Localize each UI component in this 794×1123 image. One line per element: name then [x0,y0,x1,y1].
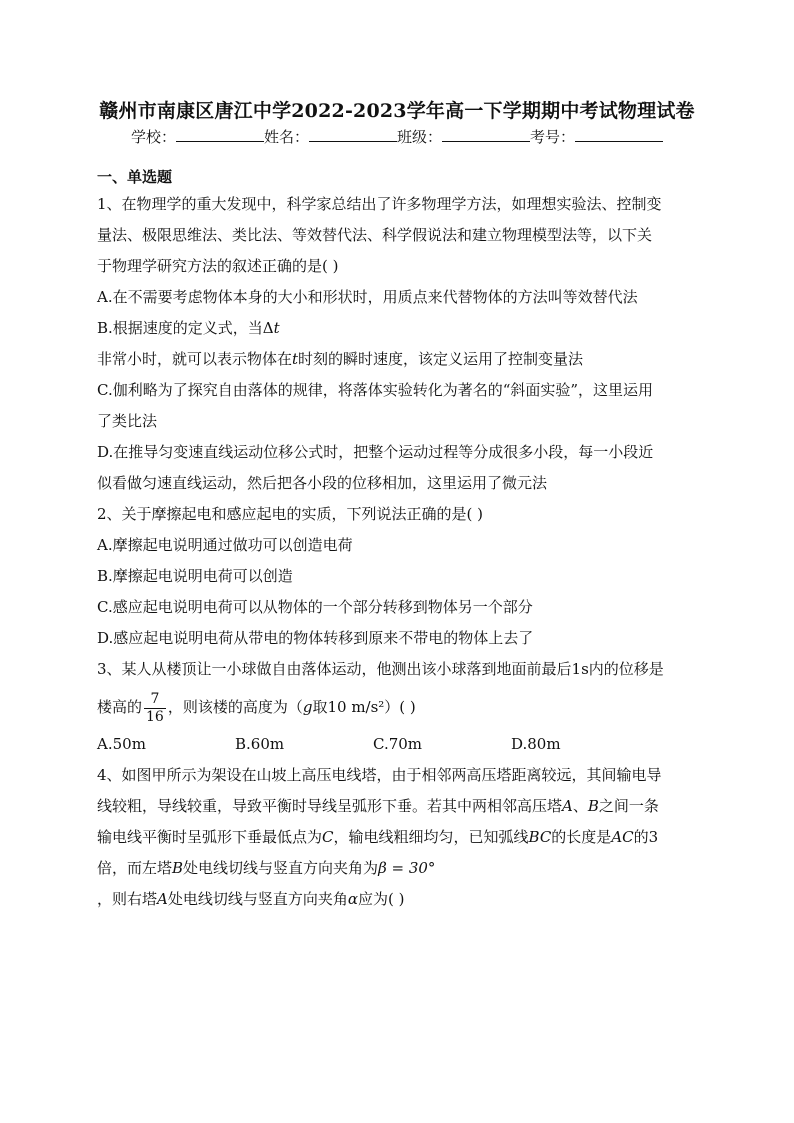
q2-option-a: A.摩擦起电说明通过做功可以创造电荷 [97,536,353,554]
q4-stem-line3-mid2: 的长度是 [551,828,612,846]
q1-option-b-cont-tail: 时刻的瞬时速度，该定义运用了控制变量法 [298,350,584,368]
q1-stem-line3: 于物理学研究方法的叙述正确的是( ) [97,257,339,275]
q4-stem-line2-tail: 之间一条 [598,797,659,815]
class-label: 班级： [397,128,443,146]
q4-stem-line4 [97,853,707,884]
q2-option-c: C.感应起电说明电荷可以从物体的一个部分转移到物体另一个部分 [97,598,533,616]
q4-stem-line4-mid: 处电线切线与竖直方向夹角为 [183,859,379,877]
fraction-denominator: 16 [146,708,164,725]
number-blank [575,126,663,142]
q1-option-d-line2: 似看做匀速直线运动，然后把各小段的位移相加，这里运用了微元法 [97,474,548,492]
q1-option-c-line1: C.伽利略为了探究自由落体的规律，将落体实验转化为著名的“斜面实验”，这里运用 [97,381,654,399]
q4-stem-line5-text: ，则右塔 [97,890,158,908]
q4-stem-line3-tail: 的3 [633,828,659,846]
q1-option-d-line1: D.在推导匀变速直线运动位移公式时，把整个运动过程等分成很多小段，每一小段近 [97,443,654,461]
q4-stem-line2-text: 线较粗，导线较重，导致平衡时导线呈弧形下垂。若其中两相邻高压塔 [97,797,563,815]
q1-option-b-text: B.根据速度的定义式，当 [97,319,263,337]
point-c-label: C [322,828,334,846]
q3-option-b: B.60m [235,735,285,753]
q3-stem-line2-mid: ，则该楼的高度为（ [167,698,303,716]
gravity-variable: g [302,698,313,716]
fraction-numerator: 7 [144,691,166,709]
name-label: 姓名： [263,128,309,146]
q3-option-a: A.50m [97,735,146,753]
q1-option-b-cont [97,344,707,375]
q1-option-a: A.在不需要考虑物体本身的大小和形状时，用质点来代替物体的方法叫等效替代法 [97,288,638,306]
q4-stem-line4-text: 倍，而左塔 [97,859,173,877]
time-variable: t [273,319,280,337]
q4-stem-line2 [97,791,707,822]
q1-option-b-cont-text: 非常小时，就可以表示物体在 [97,350,293,368]
q1-stem-line1: 1、在物理学的重大发现中，科学家总结出了许多物理学方法，如理想实验法、控制变 [97,195,662,213]
tower-a-label: A [562,797,573,815]
fraction-7-16 [144,691,166,726]
alpha-angle: α [347,890,359,908]
exam-title: 赣州市南康区唐江中学2022-2023学年高一下学期期中考试物理试卷 [99,100,695,122]
beta-angle: β = 30° [378,859,436,877]
name-blank [309,126,397,142]
exam-content [97,165,707,915]
q3-option-c: C.70m [373,735,423,753]
time-variable: t [292,350,299,368]
delta-symbol: Δ [262,319,274,337]
tower-b-label: B [172,859,184,877]
q3-stem-line2-text: 楼高的 [97,698,143,716]
section-heading: 一、单选题 [97,168,173,186]
q3-option-d: D.80m [511,735,561,753]
q3-stem-line1: 3、某人从楼顶让一小球做自由落体运动，他测出该小球落到地面前最后1s内的位移是 [97,660,664,678]
arc-ac-label: AC [611,828,634,846]
student-info-line [0,126,794,147]
q3-stem-line2 [97,685,707,729]
q1-option-c-line2: 了类比法 [97,412,158,430]
q3-options [97,729,707,760]
q4-stem-line3-mid: ，输电线粗细均匀，已知弧线 [333,828,529,846]
number-label: 考号： [530,128,576,146]
arc-bc-label: BC [528,828,552,846]
q4-stem-line3-text: 输电线平衡时呈弧形下垂最低点为 [97,828,323,846]
tower-a-label: A [157,890,168,908]
tower-b-label: B [587,797,599,815]
q1-option-b [97,313,707,344]
q2-option-d: D.感应起电说明电荷从带电的物体转移到原来不带电的物体上去了 [97,629,534,647]
school-blank [176,126,264,142]
q4-stem-line5-mid: 处电线切线与竖直方向夹角 [167,890,348,908]
class-blank [442,126,530,142]
q4-stem-line1: 4、如图甲所示为架设在山坡上高压电线塔，由于相邻两高压塔距离较远，其间输电导 [97,766,662,784]
q4-stem-line3 [97,822,707,853]
q4-stem-line5-tail: 应为( ) [358,890,405,908]
school-label: 学校： [130,128,176,146]
q2-stem: 2、关于摩擦起电和感应起电的实质，下列说法正确的是( ) [97,505,484,523]
q2-option-b: B.摩擦起电说明电荷可以创造 [97,567,293,585]
q4-stem-line5 [97,884,707,915]
separator: 、 [572,797,588,815]
q3-gravity-value: 取10 m/s²）( ) [312,698,416,716]
q1-stem-line2: 量法、极限思维法、类比法、等效替代法、科学假说法和建立物理模型法等，以下关 [97,226,653,244]
